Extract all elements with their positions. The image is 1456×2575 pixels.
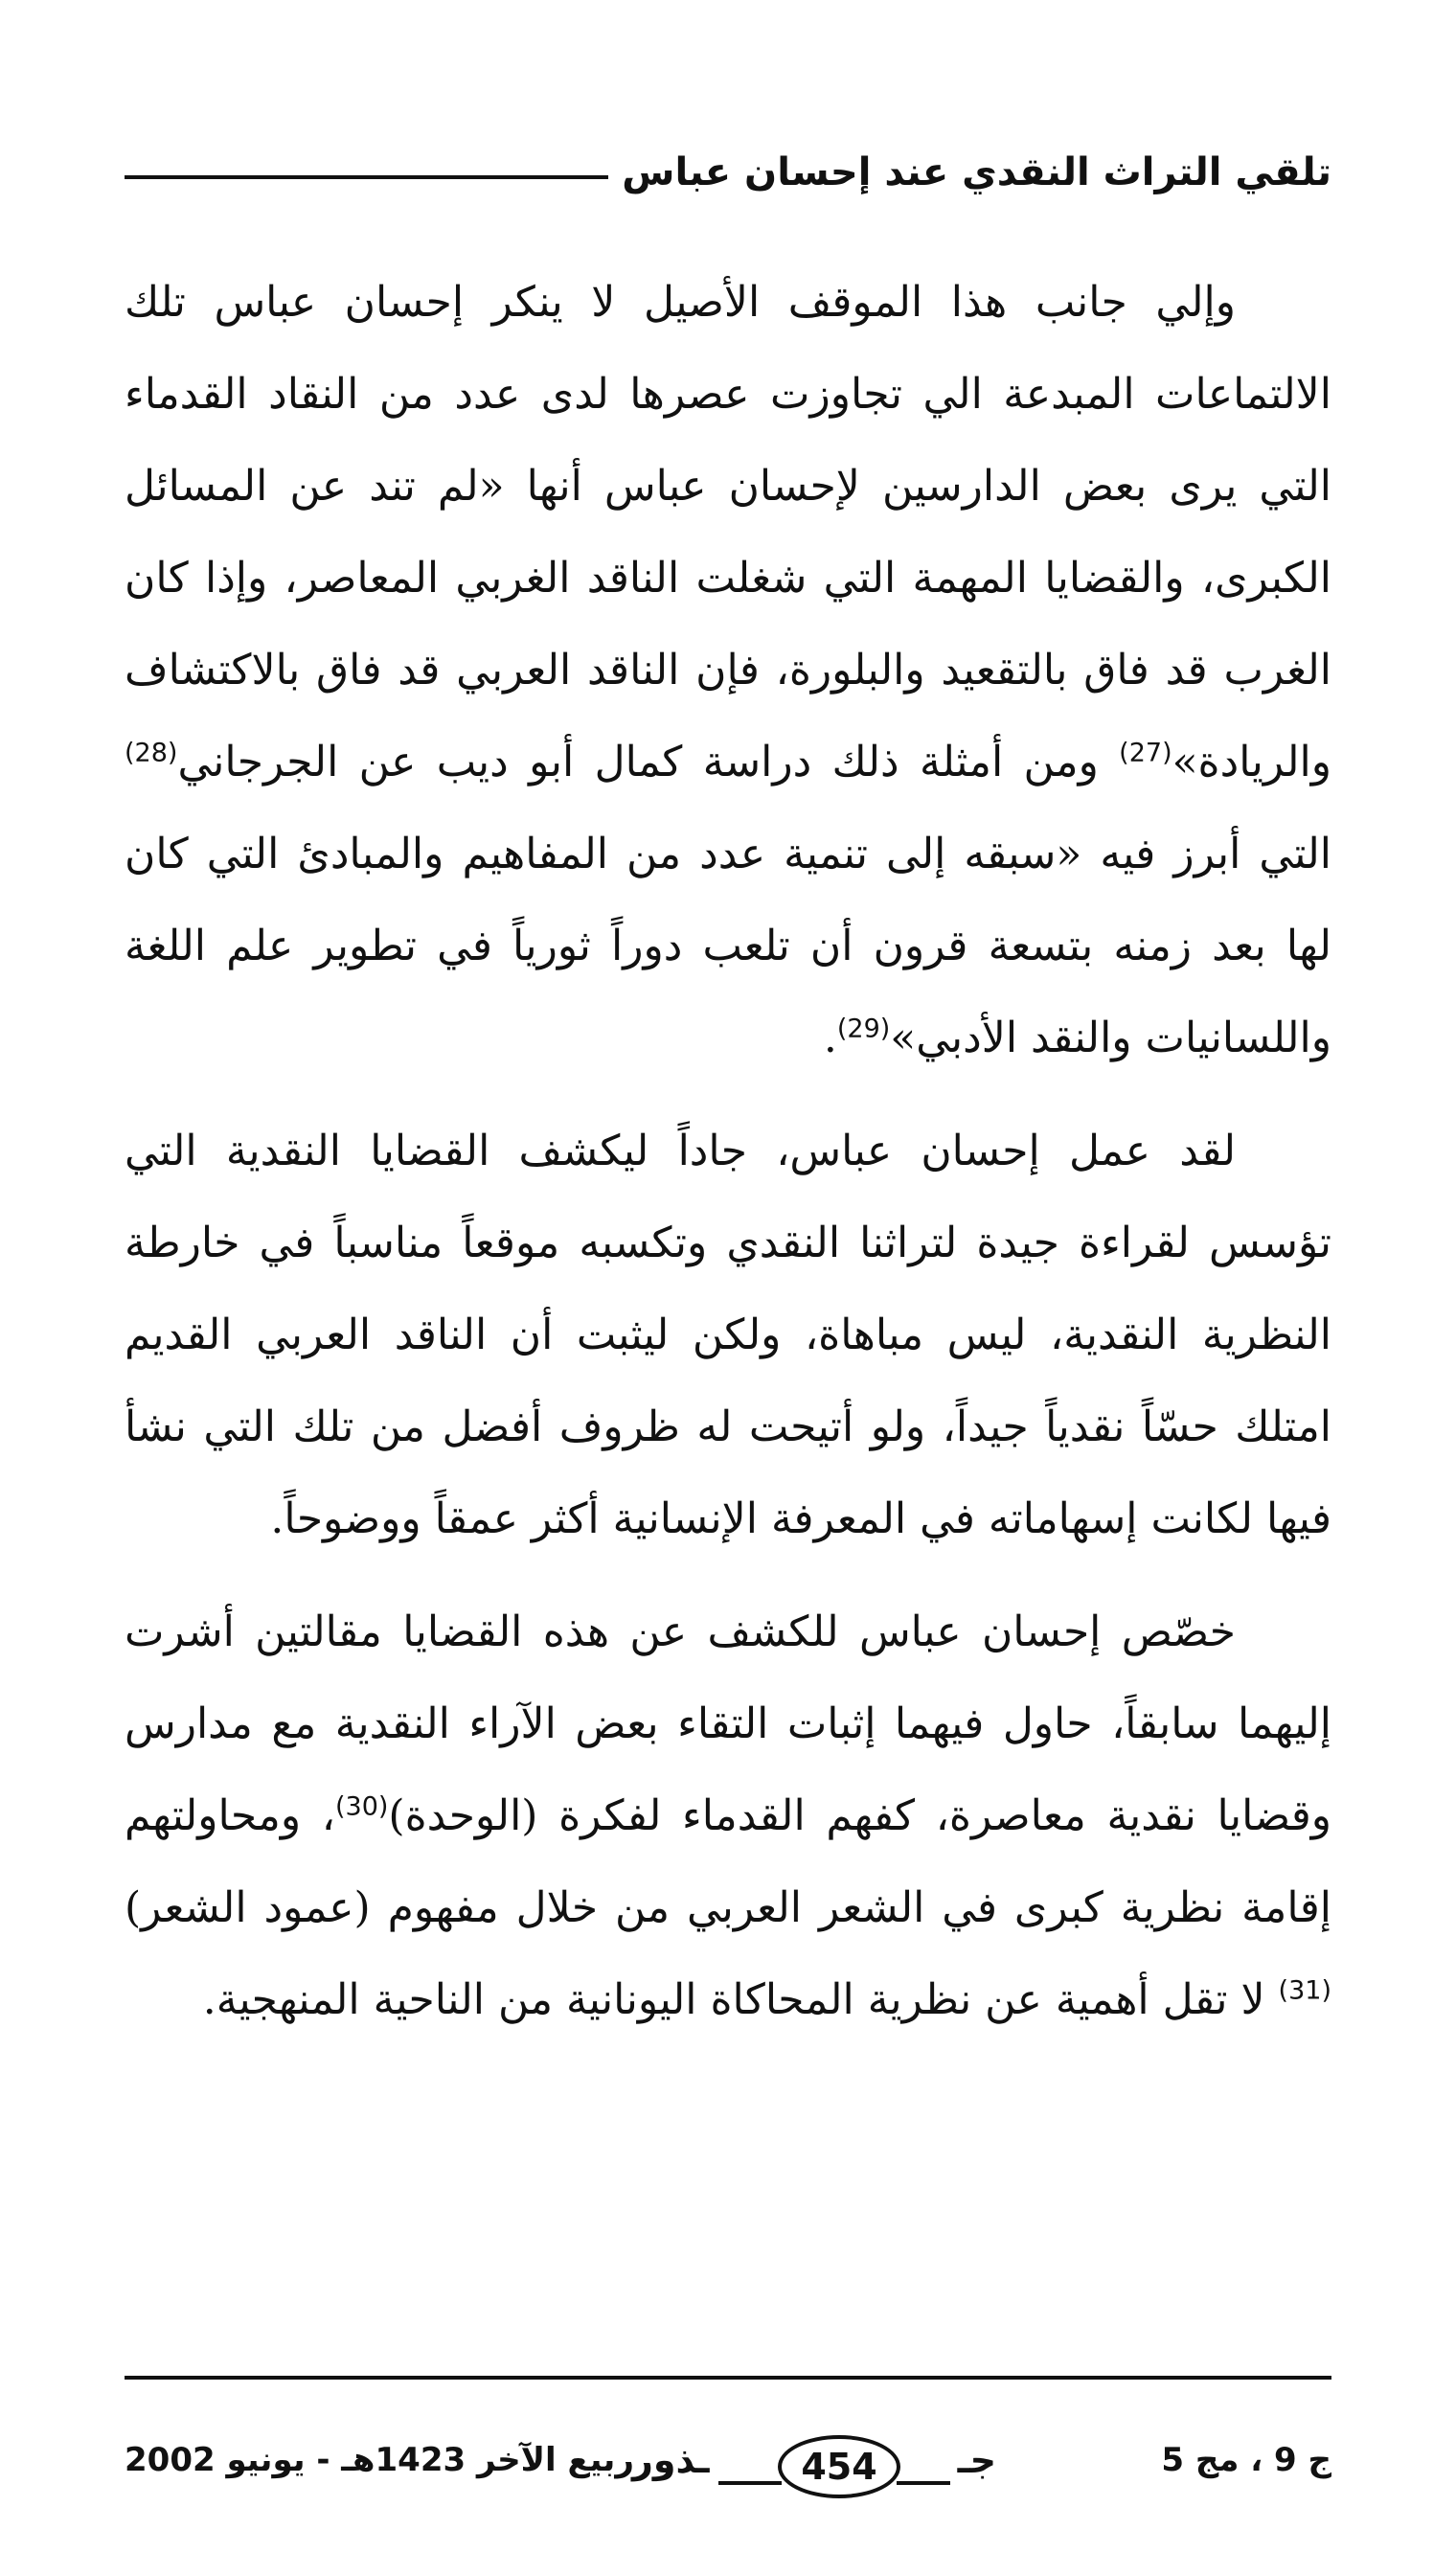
running-title: تلقي التراث النقدي عند إحسان عباس (622, 150, 1331, 194)
issue-volume: ج 9 ، مج 5 (1161, 2441, 1331, 2479)
article-body (125, 257, 1331, 2067)
page-number: 454 (778, 2435, 900, 2498)
footnote-ref-30: (30) (334, 1791, 389, 1822)
issue-date: ربيع الآخر 1423هـ - يونيو 2002 (125, 2441, 634, 2479)
footer-rule (125, 2376, 1331, 2380)
journal-name-end: ـذور (632, 2439, 710, 2481)
paragraph-2: لقد عمل إحسان عباس، جاداً ليكشف القضايا النقدية التي تؤسس لقراءة جيدة لتراثنا النقدي وتكسبه موقعاً مناسباً في خارطة النظرية النقدية، ليس مباهاة، ولكن ليثبت أن الناقد العربي القديم امتلك حسّاً نقدياً جيداً، ولو أتيحت له ظروف أفضل من تلك التي نشأ فيها لكانت إسهاماته في المعرفة الإنسانية أكثر عمقاً ووضوحاً. (125, 1127, 1332, 1543)
journal-mark (632, 2435, 996, 2496)
page-footer (125, 2414, 1331, 2519)
footnote-ref-29: (29) (836, 1014, 891, 1044)
running-header (125, 134, 1331, 211)
header-rule (125, 175, 608, 179)
footnote-ref-27: (27) (1119, 738, 1172, 768)
paragraph-3: خصّص إحسان عباس للكشف عن هذه القضايا مقالتين أشرت إليهما سابقاً، حاول فيهما إثبات التقاء بعض الآراء النقدية مع مدارس وقضايا نقدية معاصرة، كفهم القدماء لفكرة (الوحدة)$^{(30)}$، ومحاولتهم إقامة نظرية كبرى في الشعر العربي من خلال مفهوم (عمود الشعر)$^{(31)}$ لا تقل أهمية عن نظرية المحاكاة اليونانية من الناحية المنهجية. (125, 1607, 1332, 2024)
journal-name-start: جـ (957, 2439, 996, 2481)
paragraph-1: وإلي جانب هذا الموقف الأصيل لا ينكر إحسان عباس تلك الالتماعات المبدعة الي تجاوزت عصرها لدى عدد من النقاد القدماء التي يرى بعض الدارسين لإحسان عباس أنها «لم تند عن المسائل الكبرى، والقضايا المهمة التي شغلت الناقد الغربي المعاصر، وإذا كان الغرب قد فاق بالتقعيد والبلورة، فإن الناقد العربي قد فاق بالاكتشاف والريادة»$^{(27)}$ ومن أمثلة ذلك دراسة كمال أبو ديب عن الجرجاني$^{(28)}$ التي أبرز فيه «سبقه إلى تنمية عدد من المفاهيم والمبادئ التي كان لها بعد زمنه بتسعة قرون أن تلعب دوراً ثورياً في تطوير علم اللغة واللسانيات والنقد الأدبي»$^{(29)}$. (125, 278, 1331, 1062)
journal-dash-left (718, 2481, 782, 2485)
footnote-ref-31: (31) (1278, 1975, 1331, 2006)
footnote-ref-28: (28) (125, 738, 178, 768)
journal-dash-right (897, 2481, 950, 2485)
